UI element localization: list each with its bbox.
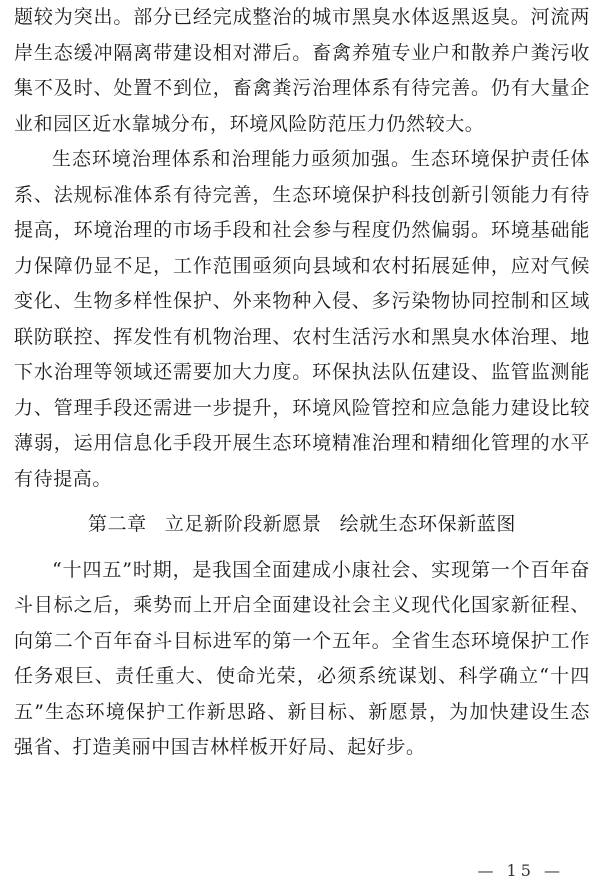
chapter-number: 第二章: [87, 513, 147, 535]
paragraph-governance-capacity: 生态环境治理体系和治理能力亟须加强。生态环境保护责任体系、法规标准体系有待完善，生态环境保护科技创新引领能力有待提高，环境治理的市场手段和社会参与程度仍然偏弱。环境基础能力保障仍显不足，工作范围亟须向县域和农村拓展延伸，应对气候变化、生物多样性保护、外来物种入侵、多污染物协同控制和区域联防联控、挥发性有机物治理、农村生活污水和黑臭水体治理、地下水治理等领域还需要加大力度。环保执法队伍建设、监管监测能力、管理手段还需进一步提升，环境风险管控和应急能力建设比较薄弱，运用信息化手段开展生态环境精准治理和精细化管理的水平有待提高。: [14, 148, 590, 490]
chapter-subtitle: 绘就生态环保新蓝图: [339, 513, 517, 535]
chapter-title: 立足新阶段新愿景: [164, 513, 322, 535]
paragraph-fourteenth-five-year: “十四五”时期，是我国全面建成小康社会、实现第一个百年奋斗目标之后，乘势而上开启全面建设社会主义现代化国家新征程、向第二个百年奋斗目标进军的第一个五年。全省生态环境保护工作任务艰巨、责任重大、使命光荣，必须系统谋划、科学确立“十四五”生态环境保护工作新思路、新目标、新愿景，为加快建设生态强省、打造美丽中国吉林样板开好局、起好步。: [14, 558, 590, 758]
paragraph-water-pollution: 题较为突出。部分已经完成整治的城市黑臭水体返黑返臭。河流两岸生态缓冲隔离带建设相对滞后。畜禽养殖专业户和散养户粪污收集不及时、处置不到位，畜禽粪污治理体系有待完善。仍有大量企业和园区近水靠城分布，环境风险防范压力仍然较大。: [14, 6, 590, 135]
chapter-heading: [14, 507, 590, 543]
document-page: [14, 0, 590, 894]
page-number: — 15 —: [477, 861, 564, 880]
